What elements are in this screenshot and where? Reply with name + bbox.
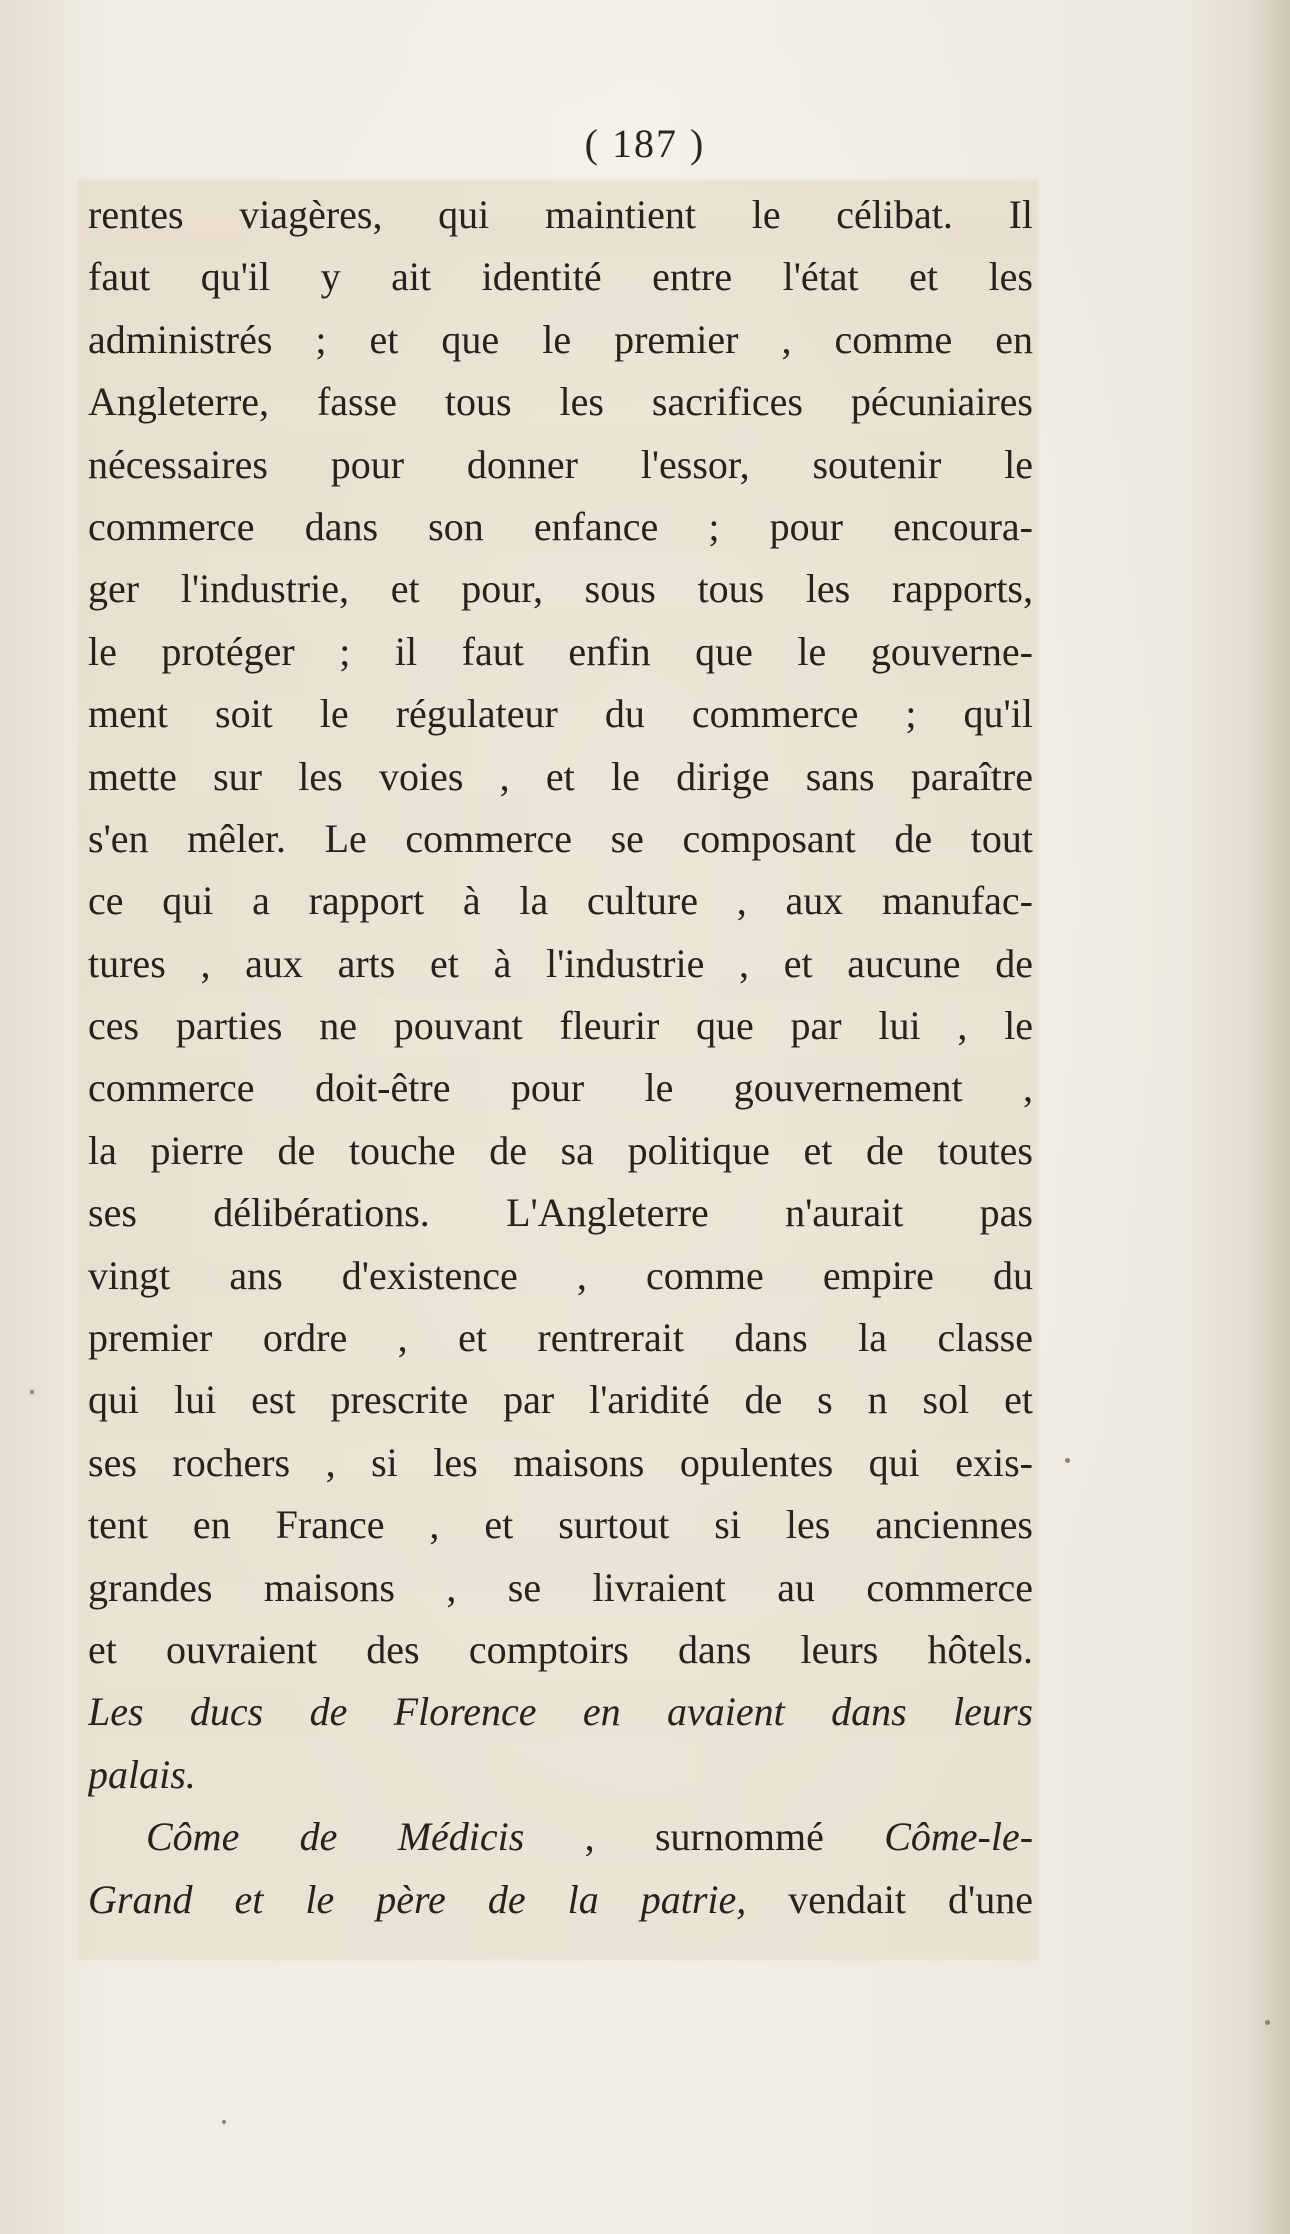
text-line: rentes viagères, qui maintient le célibat. Il [88,192,1033,237]
paper-speck [1065,1458,1070,1463]
italic-phrase: Grand et le père de la patrie, [88,1876,747,1922]
text-line: Angleterre, fasse tous les sacrifices pécuniaires [88,379,1033,425]
body-text [88,184,1033,1931]
paper-speck [30,1390,34,1394]
text-line: la pierre de touche de sa politique et de toutes [88,1127,1033,1173]
page-number: ( 187 ) [584,121,706,166]
text-line: et ouvraient des comptoirs dans leurs hôtels. [88,1626,1033,1672]
text-line: faut qu'il y ait identité entre l'état et les [88,254,1033,300]
text-line: ger l'industrie, et pour, sous tous les rapports, [88,566,1033,612]
paper-speck [1265,2020,1270,2025]
italic-phrase: Côme de Médicis [146,1814,525,1860]
text-line: administrés ; et que le premier , comme en [88,316,1033,362]
text-line-mixed [88,1869,1033,1931]
paper-speck [222,2120,226,2124]
italic-phrase: Côme-le- [884,1814,1033,1860]
text-line: ment soit le régulateur du commerce ; qu'il [88,691,1033,737]
text-line: ce qui a rapport à la culture , aux manufac- [88,878,1033,924]
page-edge-shadow [1250,0,1290,2234]
text-line: ces parties ne pouvant fleurir que par lui , le [88,1003,1033,1049]
text-line: vingt ans d'existence , comme empire du [88,1252,1033,1298]
text-line: ses rochers , si les maisons opulentes qui exis- [88,1439,1033,1485]
text-line: grandes maisons , se livraient au commerce [88,1564,1033,1610]
text-line-italic: Les ducs de Florence en avaient dans leurs [88,1689,1033,1735]
text-line: mette sur les voies , et le dirige sans paraître [88,753,1033,799]
text-line: qui lui est prescrite par l'aridité de s n sol et [88,1377,1033,1423]
text-line: premier ordre , et rentrerait dans la classe [88,1315,1033,1361]
text-line-mixed [88,1806,1033,1868]
roman-phrase: vendait d'une [788,1876,1033,1922]
text-line: commerce doit-être pour le gouvernement , [88,1065,1033,1111]
text-line: commerce dans son enfance ; pour encoura- [88,503,1033,549]
text-line: nécessaires pour donner l'essor, soutenir le [88,441,1033,487]
text-line: s'en mêler. Le commerce se composant de tout [88,815,1033,861]
text-line: tent en France , et surtout si les anciennes [88,1502,1033,1548]
text-line: ses délibérations. L'Angleterre n'aurait pas [88,1190,1033,1236]
text-line-italic: palais. [88,1751,196,1797]
text-line: tures , aux arts et à l'industrie , et aucune de [88,940,1033,986]
roman-phrase: , surnommé [584,1814,824,1860]
text-line: le protéger ; il faut enfin que le gouverne- [88,628,1033,674]
